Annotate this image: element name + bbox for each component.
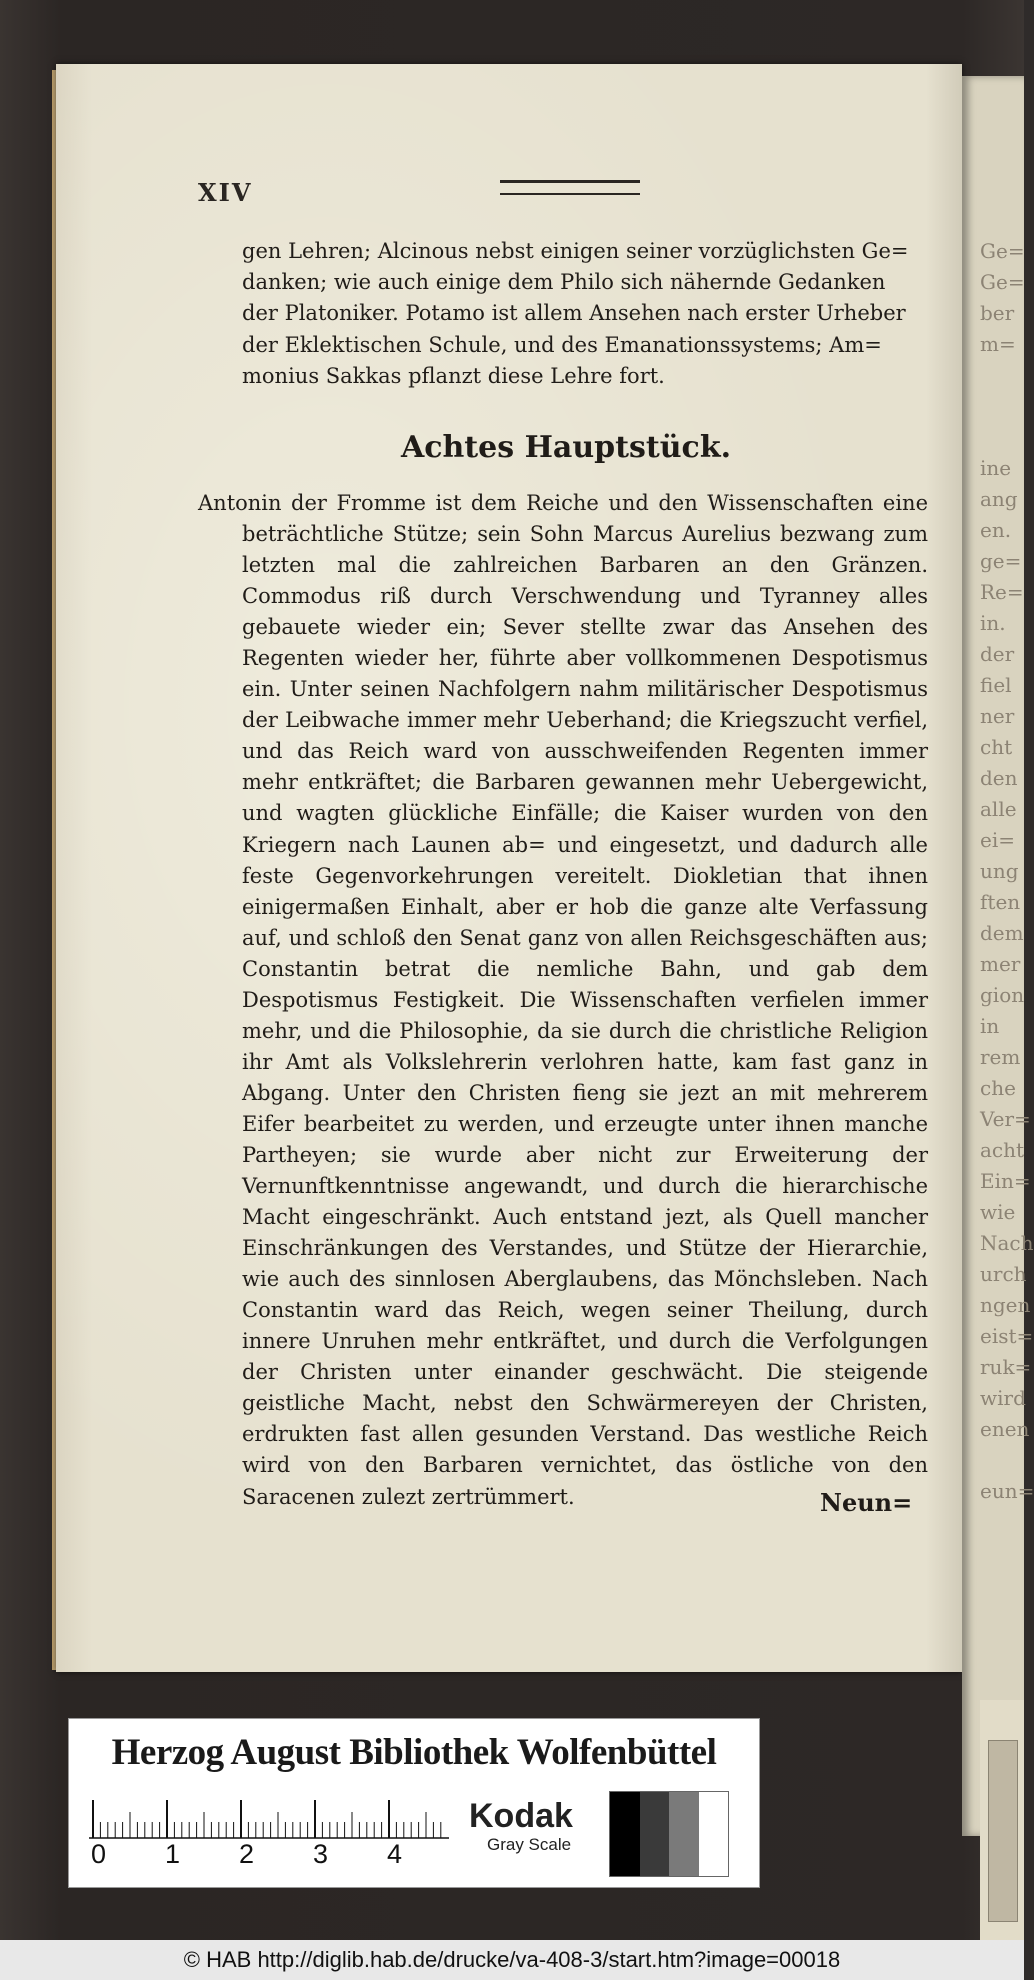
- next-page-fragment: ung: [980, 859, 1019, 883]
- next-page-fragment: ge=: [980, 549, 1022, 573]
- next-page-fragment: ine: [980, 456, 1012, 480]
- next-page-fragment: der: [980, 642, 1015, 666]
- chapter-body: [198, 488, 928, 1513]
- chapter-paragraph: Antonin der Fromme ist dem Reiche und den Wissenschaften eine beträchtliche Stütze; sein Sohn Marcus Aurelius bezwang zum letzten mal die zahlreichen Barbaren an den Gränzen. Commodus riß durch Verschwendung und Tyranney alles gebauete wieder ein; Sever stellte zwar das Ansehen des Regenten wieder her, führte aber vollkommenen Despotismus ein. Unter seinen Nachfolgern nahm militärischer Despotismus der Leibwache immer mehr Ueberhand; die Kriegszucht verfiel, und das Reich ward von ausschweifenden Regenten immer mehr entkräftet; die Barbaren gewannen mehr Uebergewicht, und wagten glückliche Einfälle; die Kaiser wurden von den Kriegern nach Launen ab= und eingesetzt, und dadurch alle feste Gegenvorkehrungen vereitelt. Diokletian that ihnen einigermaßen Einhalt, aber er hob die ganze alte Verfassung auf, und schloß den Senat ganz von allen Reichsgeschäften aus; Constantin betrat die nemliche Bahn, und gab dem Despotismus Festigkeit. Die Wissenschaften verfielen immer mehr, und die Philosophie, da sie durch die christliche Religion ihr Amt als Volkslehrerin verlohren hatte, kam fast ganz in Abgang. Unter den Christen fieng sie jezt an mit mehrerem Eifer bearbeitet zu werden, und erzeugte unter ihnen manche Partheyen; sie wurde aber nicht zur Erweiterung der Vernunftkenntnisse angewandt, und durch die hierarchische Macht eingeschränkt. Auch entstand jezt, als Quell mancher Einschränkungen des Verstandes, und Stütze der Hierarchie, wie auch des sinnlosen Aberglaubens, das Mönchsleben. Nach Constantin ward das Reich, wegen seiner Theilung, durch innere Unruhen mehr entkräftet, und durch die Verfolgungen der Christen unter einander geschwächt. Die steigende geistliche Macht, nebst den Schwärmereyen der Christen, erdrukten fast allen gesunden Verstand. Das westliche Reich wird von den Barbaren vernichtet, das östliche von den Saracenen zulezt zertrümmert.: [198, 491, 928, 1509]
- ruler-label: 4: [387, 1839, 403, 1869]
- kodak-subtitle: Gray Scale: [487, 1835, 572, 1854]
- next-page-fragment: eun=: [980, 1479, 1034, 1503]
- next-page-fragment: che: [980, 1076, 1016, 1100]
- kodak-logo: Kodak: [469, 1797, 573, 1835]
- next-page-fragment: Ein=: [980, 1169, 1031, 1193]
- next-page-fragment: wie: [980, 1200, 1016, 1224]
- next-page-fragment: Nach: [980, 1231, 1034, 1255]
- intro-line: der Eklektischen Schule, und des Emanationssystems; Am=: [242, 332, 882, 357]
- next-page-fragment: in: [980, 1014, 1000, 1038]
- next-page-fragment: m=: [980, 332, 1016, 356]
- gray-patch: [610, 1792, 640, 1876]
- header-rule: [500, 180, 640, 195]
- next-page-fragment: gion: [980, 983, 1025, 1007]
- next-page-fragment: Ver=: [980, 1107, 1031, 1131]
- next-page-fragment: ften: [980, 890, 1021, 914]
- footer-copyright: © HAB http://diglib.hab.de/drucke/va-408-3/start.htm?image=00018: [0, 1940, 1024, 1980]
- next-page-fragment: Ge=: [980, 239, 1025, 263]
- catchword: Neun=: [820, 1488, 913, 1517]
- next-page-fragment: ngen: [980, 1293, 1031, 1317]
- next-page-strip: [962, 76, 1034, 1836]
- gray-scale-patches: [609, 1791, 729, 1877]
- next-page-fragment: ber: [980, 301, 1015, 325]
- next-page-fragment: in.: [980, 611, 1006, 635]
- ruler-scale: [89, 1799, 449, 1839]
- ruler-label: 2: [239, 1839, 255, 1869]
- color-target-card: [68, 1718, 760, 1888]
- chapter-heading: Achtes Hauptstück.: [400, 430, 732, 465]
- next-page-fragment: Ge=: [980, 270, 1025, 294]
- next-page-fragment: [962, 391, 1024, 422]
- next-page-fragment: ei=: [980, 828, 1015, 852]
- next-page-fragment: rem: [980, 1045, 1021, 1069]
- ruler-label: 1: [165, 1839, 181, 1869]
- next-page-fragment: en.: [980, 518, 1012, 542]
- next-page-fragment: eist=: [980, 1324, 1034, 1348]
- next-page-fragment: ruk=: [980, 1355, 1032, 1379]
- page-number: XIV: [198, 178, 253, 207]
- intro-paragraph: [242, 236, 932, 392]
- ruler-label: 0: [91, 1839, 107, 1869]
- next-page-fragment: Re=: [980, 580, 1024, 604]
- gray-patch: [699, 1792, 729, 1876]
- next-page-fragment: [962, 360, 1024, 391]
- intro-line: danken; wie auch einige dem Philo sich nähernde Gedanken: [242, 270, 886, 295]
- intro-line: gen Lehren; Alcinous nebst einigen seiner vorzüglichsten Ge=: [242, 239, 909, 263]
- next-page-fragment: wird: [980, 1386, 1026, 1410]
- gray-patch: [669, 1792, 699, 1876]
- gray-patch: [640, 1792, 670, 1876]
- next-page-fragment: [962, 422, 1024, 453]
- next-page-fragment: fiel: [980, 673, 1012, 697]
- library-name: Herzog August Bibliothek Wolfenbüttel: [111, 1732, 717, 1773]
- next-page-fragment: acht: [980, 1138, 1025, 1162]
- ruler-label: 3: [313, 1839, 329, 1869]
- scan-tab-label: [988, 1740, 1018, 1922]
- next-page-fragment: cht: [980, 735, 1013, 759]
- next-page-fragment: urch: [980, 1262, 1027, 1286]
- next-page-fragment: enen: [980, 1417, 1030, 1441]
- next-page-fragment: alle: [980, 797, 1017, 821]
- next-page-fragment: dem: [980, 921, 1024, 945]
- next-page-fragment: ang: [980, 487, 1018, 511]
- intro-line: der Platoniker. Potamo ist allem Ansehen nach erster Urheber: [242, 301, 906, 326]
- next-page-fragment: ner: [980, 704, 1015, 728]
- next-page-fragment: mer: [980, 952, 1021, 976]
- scan-tab: [980, 1700, 1024, 1940]
- next-page-fragment: [962, 1445, 1024, 1476]
- next-page-fragment: den: [980, 766, 1018, 790]
- intro-line: monius Sakkas pflanzt diese Lehre fort.: [242, 363, 665, 388]
